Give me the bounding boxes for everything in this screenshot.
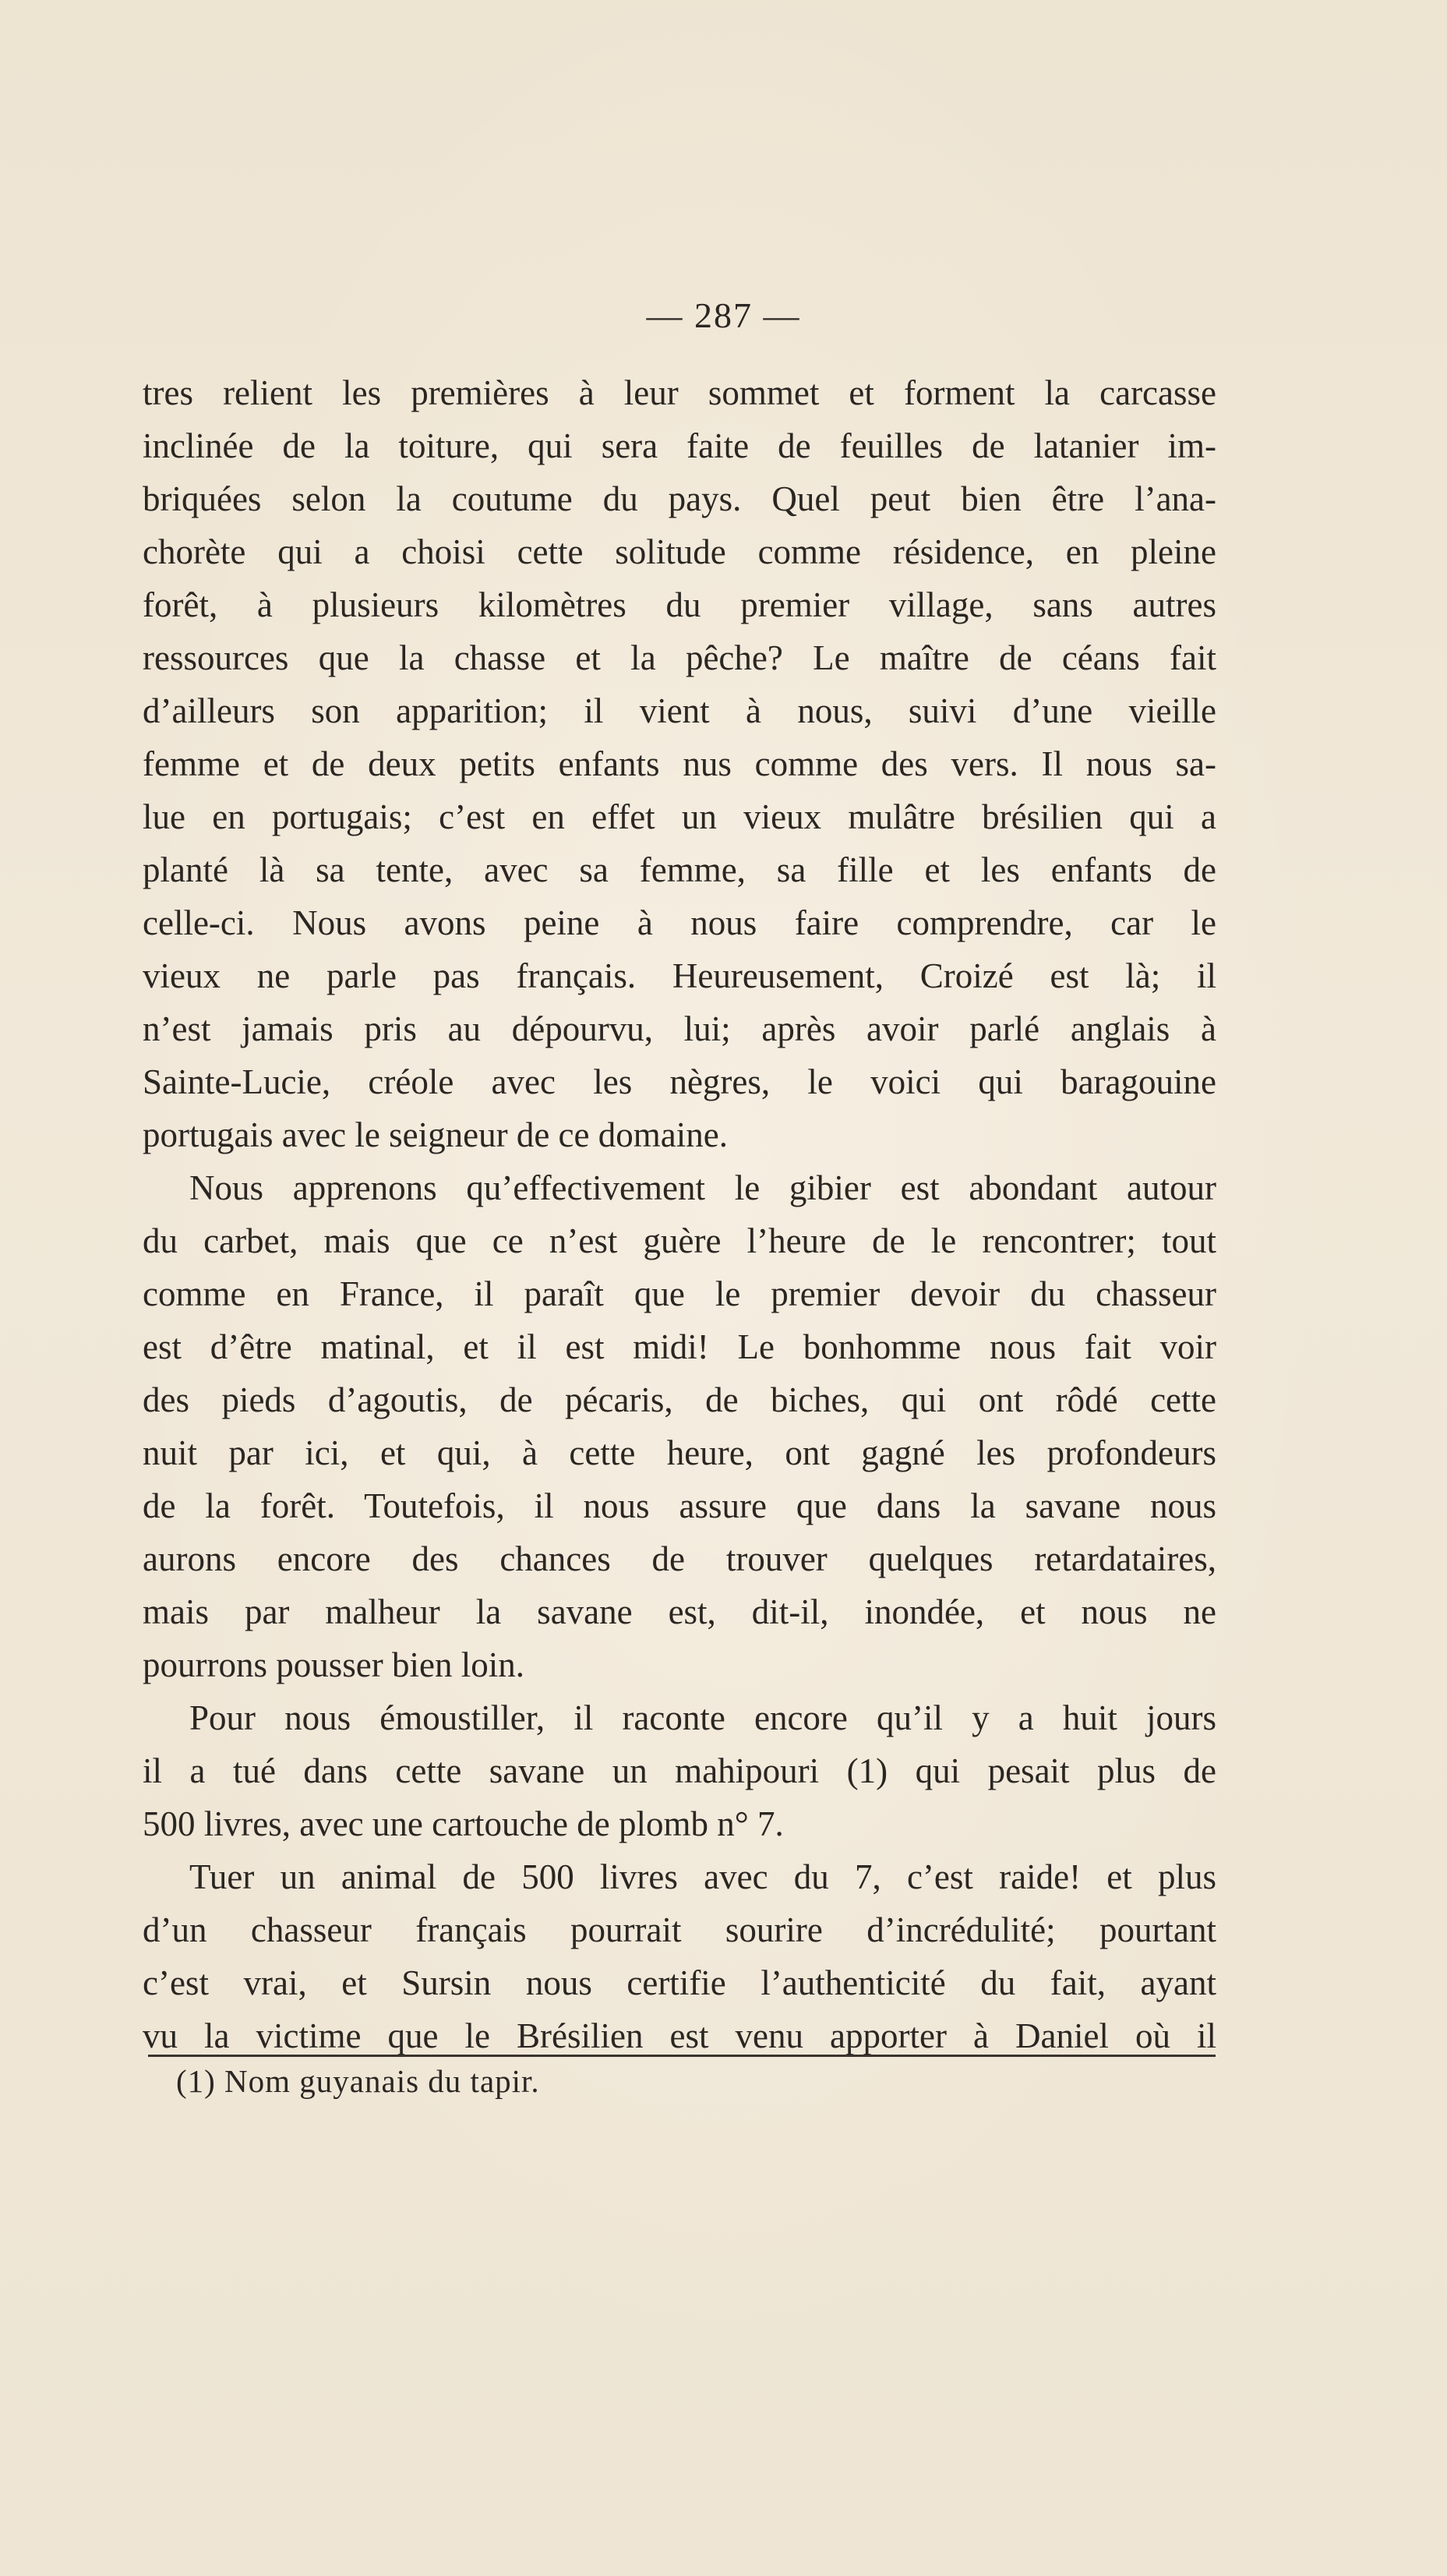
text-line: est d’être matinal, et il est midi! Le bonhomme nous fait voir (143, 1327, 1216, 1366)
text-line: comme en France, il paraît que le premier devoir du chasseur (143, 1274, 1216, 1313)
footnote-rule (148, 2055, 1216, 2057)
text-line: ressources que la chasse et la pêche? Le maître de céans fait (143, 638, 1216, 677)
text-line: Nous apprenons qu’effectivement le gibier est abondant autour (189, 1168, 1216, 1207)
text-line: de la forêt. Toutefois, il nous assure que dans la savane nous (143, 1486, 1216, 1525)
text-line: lue en portugais; c’est en effet un vieux mulâtre brésilien qui a (143, 797, 1216, 836)
text-line: mais par malheur la savane est, dit-il, inondée, et nous ne (143, 1592, 1216, 1631)
body-text (143, 366, 1216, 2062)
text-line: celle-ci. Nous avons peine à nous faire comprendre, car le (143, 903, 1216, 942)
text-line: portugais avec le seigneur de ce domaine. (143, 1115, 728, 1154)
text-line: Pour nous émoustiller, il raconte encore qu’il y a huit jours (189, 1698, 1216, 1737)
text-line: vieux ne parle pas français. Heureusement, Croizé est là; il (143, 956, 1216, 995)
text-line: inclinée de la toiture, qui sera faite de feuilles de latanier im- (143, 426, 1216, 465)
text-line: 500 livres, avec une cartouche de plomb n° 7. (143, 1804, 784, 1843)
page-number: — 287 — (646, 295, 801, 335)
text-line: du carbet, mais que ce n’est guère l’heure de le rencontrer; tout (143, 1221, 1216, 1260)
text-line: pourrons pousser bien loin. (143, 1645, 524, 1684)
text-line: il a tué dans cette savane un mahipouri (1) qui pesait plus de (143, 1751, 1216, 1790)
text-line: des pieds d’agoutis, de pécaris, de biches, qui ont rôdé cette (143, 1380, 1216, 1419)
footnote: (1) Nom guyanais du tapir. (176, 2063, 540, 2099)
text-line: vu la victime que le Brésilien est venu apporter à Daniel où il (143, 2016, 1216, 2055)
text-line: planté là sa tente, avec sa femme, sa fille et les enfants de (143, 850, 1216, 889)
text-line: d’un chasseur français pourrait sourire d’incrédulité; pourtant (143, 1910, 1216, 1949)
text-line: c’est vrai, et Sursin nous certifie l’authenticité du fait, ayant (143, 1963, 1216, 2002)
text-line: nuit par ici, et qui, à cette heure, ont gagné les profondeurs (143, 1433, 1216, 1472)
text-line: d’ailleurs son apparition; il vient à nous, suivi d’une vieille (143, 691, 1216, 730)
text-line: briquées selon la coutume du pays. Quel peut bien être l’ana- (143, 479, 1216, 518)
text-line: tres relient les premières à leur sommet et forment la carcasse (143, 373, 1216, 412)
text-line: femme et de deux petits enfants nus comme des vers. Il nous sa- (143, 744, 1216, 783)
text-line: n’est jamais pris au dépourvu, lui; après avoir parlé anglais à (143, 1009, 1216, 1048)
text-line: Sainte-Lucie, créole avec les nègres, le voici qui baragouine (143, 1062, 1216, 1101)
text-line: aurons encore des chances de trouver quelques retardataires, (143, 1539, 1216, 1578)
text-line: forêt, à plusieurs kilomètres du premier village, sans autres (143, 585, 1216, 624)
text-line: chorète qui a choisi cette solitude comme résidence, en pleine (143, 532, 1216, 571)
text-line: Tuer un animal de 500 livres avec du 7, c’est raide! et plus (189, 1857, 1216, 1896)
